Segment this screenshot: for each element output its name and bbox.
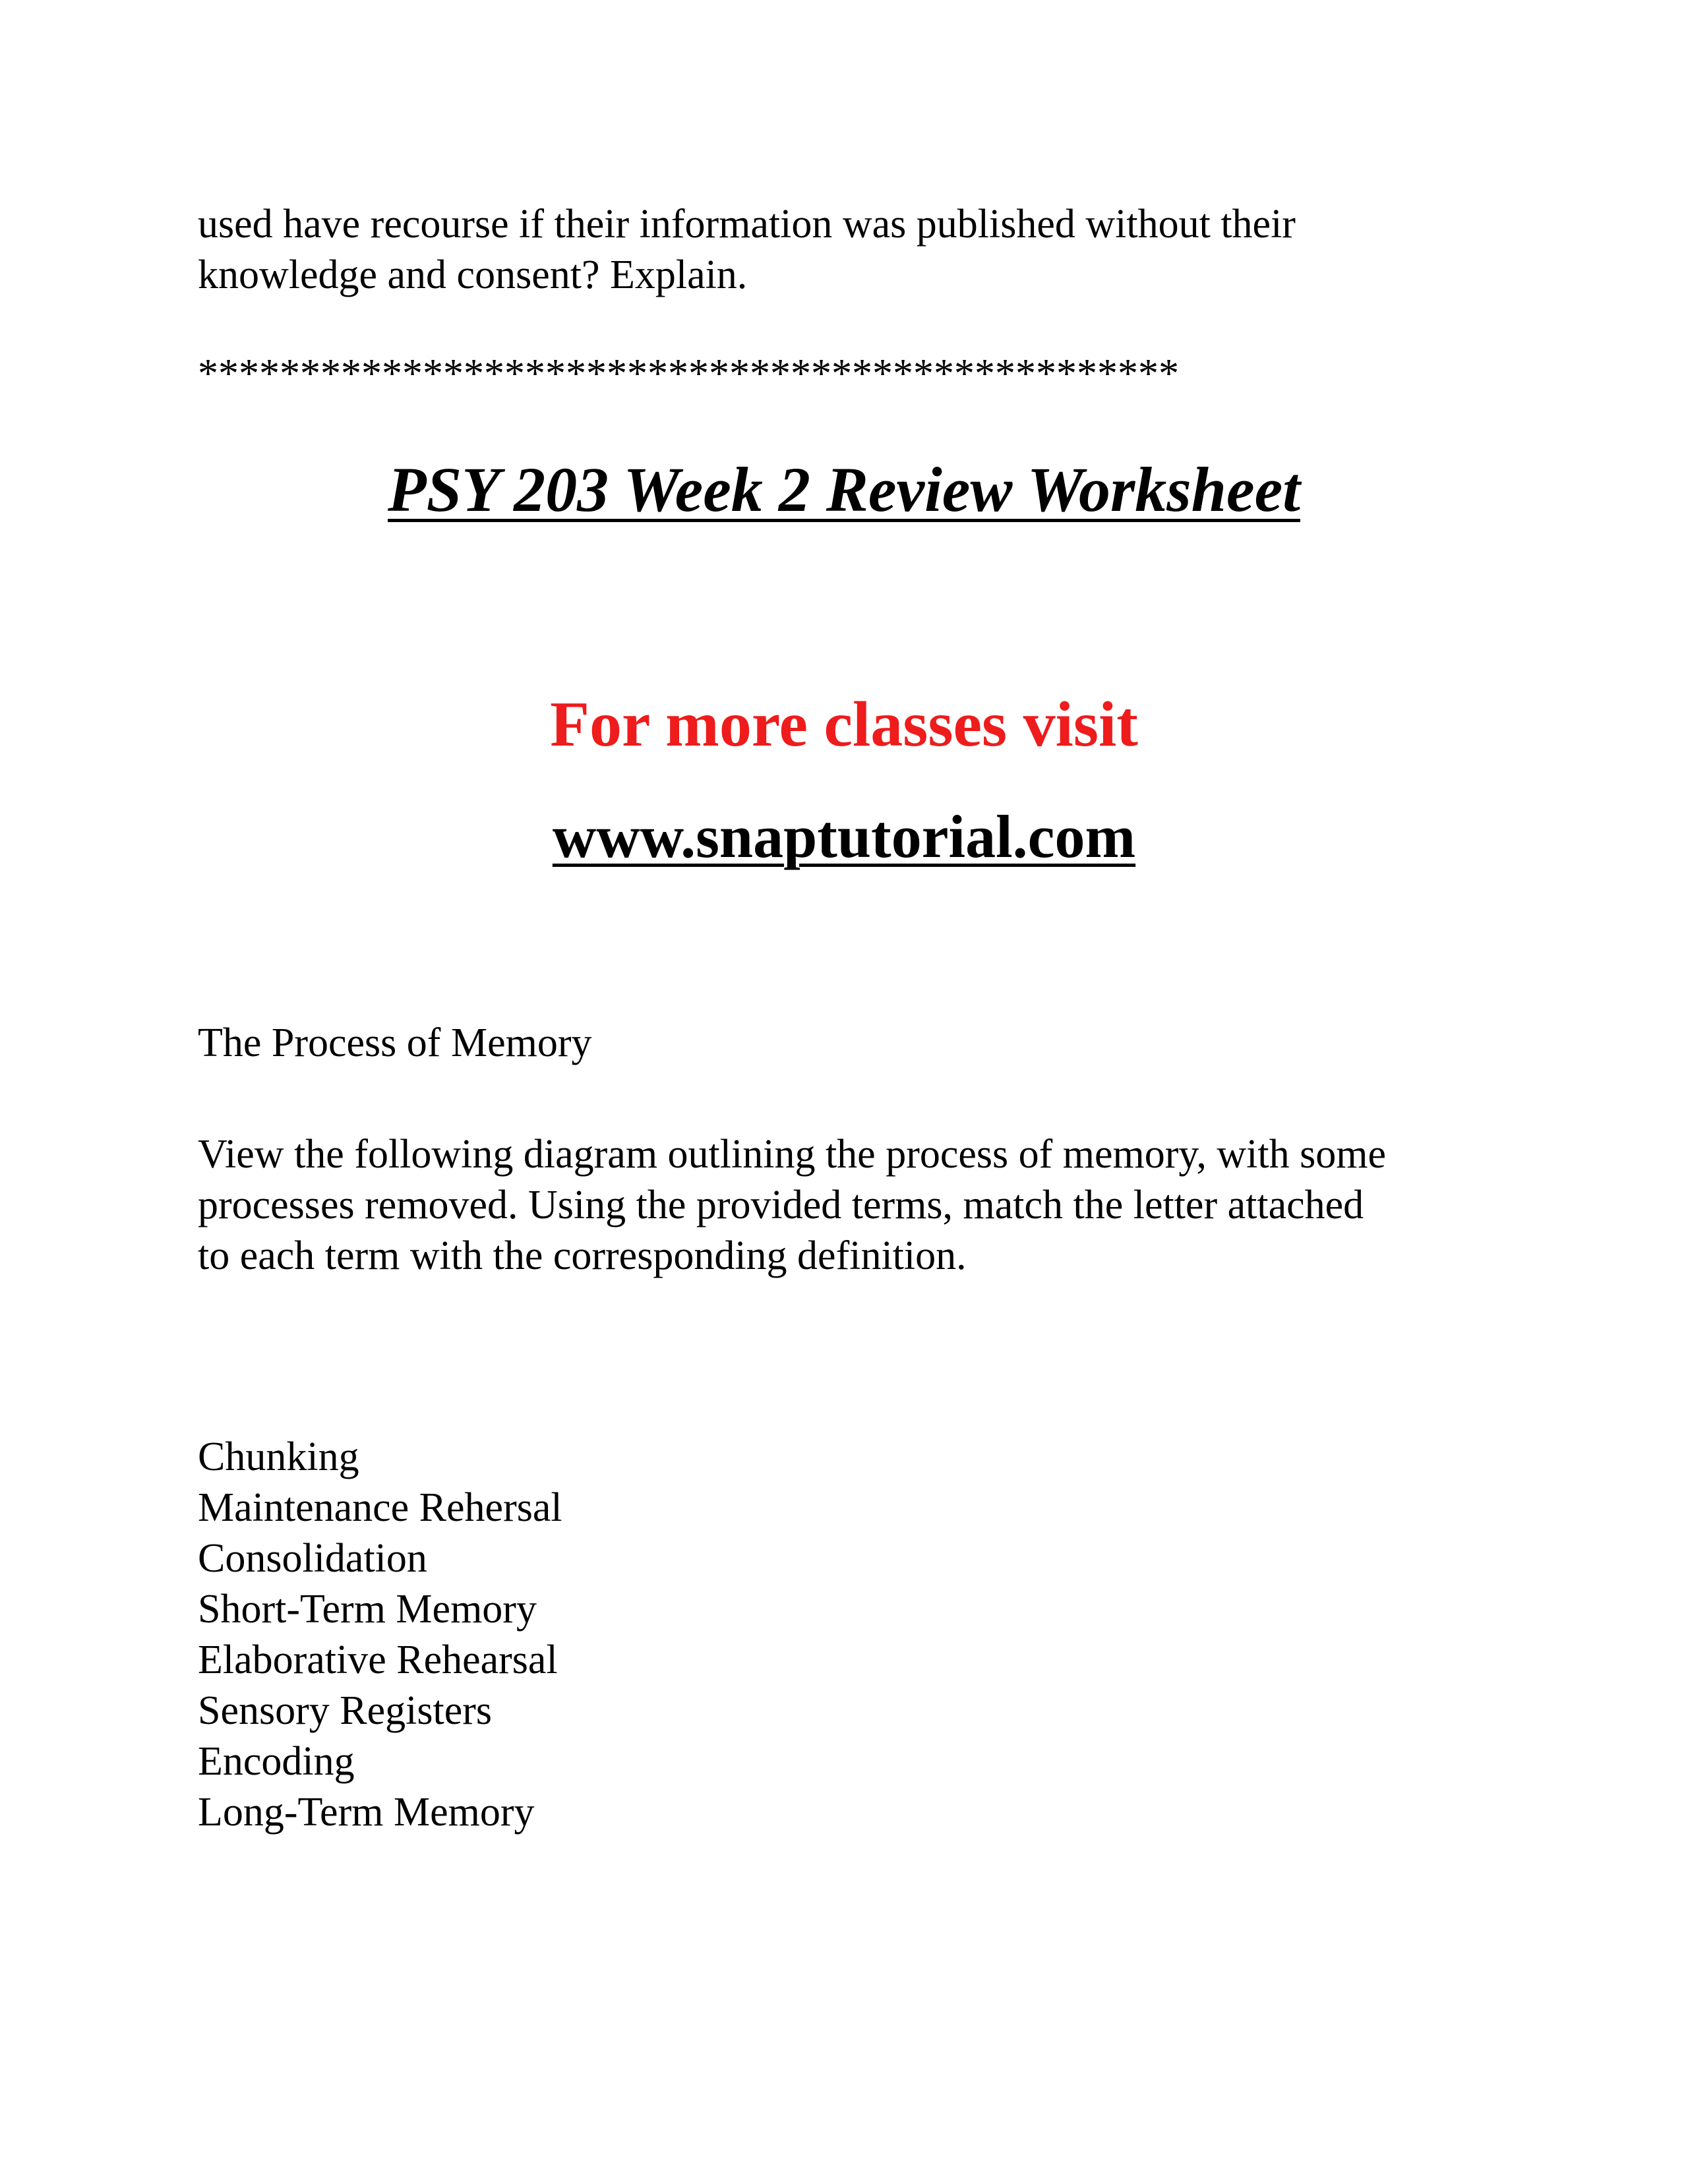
asterisk-separator: ************************************************ — [198, 351, 1179, 396]
website-link[interactable]: www.snaptutorial.com — [552, 803, 1136, 870]
terms-list — [198, 1432, 562, 1838]
term-item: Short-Term Memory — [198, 1587, 537, 1632]
term-item: Long-Term Memory — [198, 1790, 535, 1835]
intro-paragraph — [198, 199, 1296, 301]
term-item: Consolidation — [198, 1536, 427, 1581]
term-item: Chunking — [198, 1434, 359, 1479]
worksheet-title: PSY 203 Week 2 Review Worksheet — [388, 454, 1300, 525]
intro-line-2: knowledge and consent? Explain. — [198, 252, 748, 297]
instructions-line-2: processes removed. Using the provided terms, match the letter attached — [198, 1183, 1364, 1227]
instructions-line-1: View the following diagram outlining the process of memory, with some — [198, 1132, 1386, 1177]
term-item: Sensory Registers — [198, 1688, 493, 1733]
section-title: The Process of Memory — [198, 1020, 592, 1065]
term-item: Maintenance Rehersal — [198, 1485, 562, 1530]
term-item: Elaborative Rehearsal — [198, 1638, 558, 1682]
promo-text: For more classes visit — [550, 689, 1138, 760]
instructions-paragraph — [198, 1129, 1386, 1282]
intro-line-1: used have recourse if their information was published without their — [198, 202, 1296, 247]
term-item: Encoding — [198, 1739, 355, 1784]
instructions-line-3: to each term with the corresponding definition. — [198, 1233, 967, 1278]
